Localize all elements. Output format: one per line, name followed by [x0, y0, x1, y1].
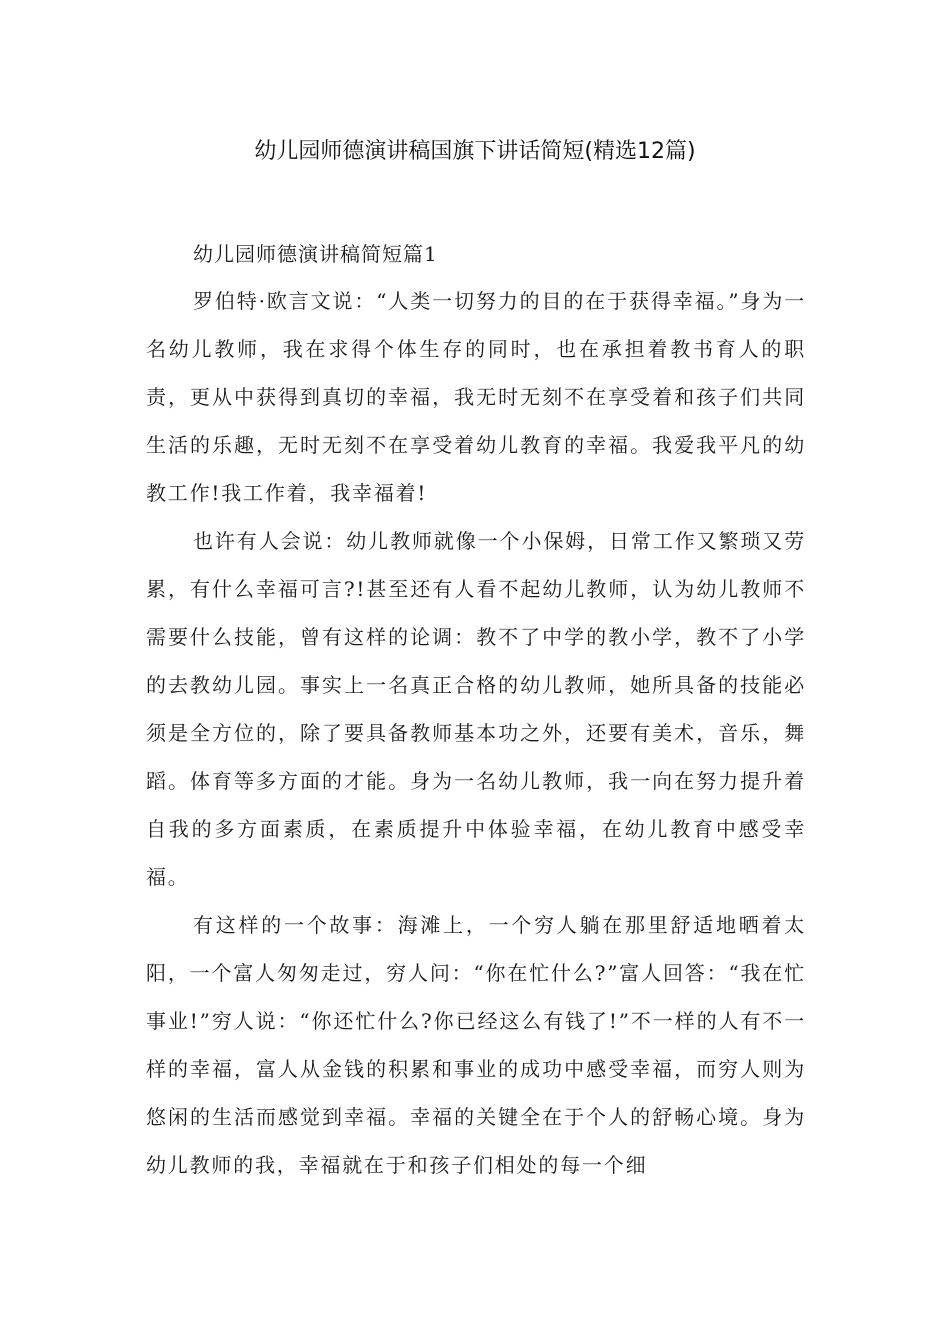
- paragraph: 罗伯特·欧言文说：“人类一切努力的目的在于获得幸福。”身为一名幼儿教师，我在求得个体生存的同时，也在承担着教书育人的职责，更从中获得到真切的幸福，我无时无刻不在享受着和孩子们共同生活的乐趣，无时无刻不在享受着幼儿教育的幸福。我爱我平凡的幼教工作!我工作着，我幸福着!: [146, 289, 806, 505]
- section-heading: 幼儿园师德演讲稿简短篇1: [193, 242, 438, 266]
- paragraph: 有这样的一个故事：海滩上，一个穷人躺在那里舒适地晒着太阳，一个富人匆匆走过，穷人问：“你在忙什么?”富人回答：“我在忙事业!”穷人说：“你还忙什么?你已经这么有钱了!”不一样的人有不一样的幸福，富人从金钱的积累和事业的成功中感受幸福，而穷人则为悠闲的生活而感觉到幸福。幸福的关键全在于个人的舒畅心境。身为幼儿教师的我，幸福就在于和孩子们相处的每一个细: [146, 913, 806, 1177]
- document-body: [146, 277, 806, 1189]
- paragraph: 也许有人会说：幼儿教师就像一个小保姆，日常工作又繁琐又劳累，有什么幸福可言?!甚至还有人看不起幼儿教师，认为幼儿教师不需要什么技能，曾有这样的论调：教不了中学的教小学，教不了小学的去教幼儿园。事实上一名真正合格的幼儿教师，她所具备的技能必须是全方位的，除了要具备教师基本功之外，还要有美术，音乐，舞蹈。体育等多方面的才能。身为一名幼儿教师，我一向在努力提升着自我的多方面素质，在素质提升中体验幸福，在幼儿教育中感受幸福。: [146, 529, 806, 889]
- document-title: 幼儿园师德演讲稿国旗下讲话简短(精选12篇): [254, 139, 696, 164]
